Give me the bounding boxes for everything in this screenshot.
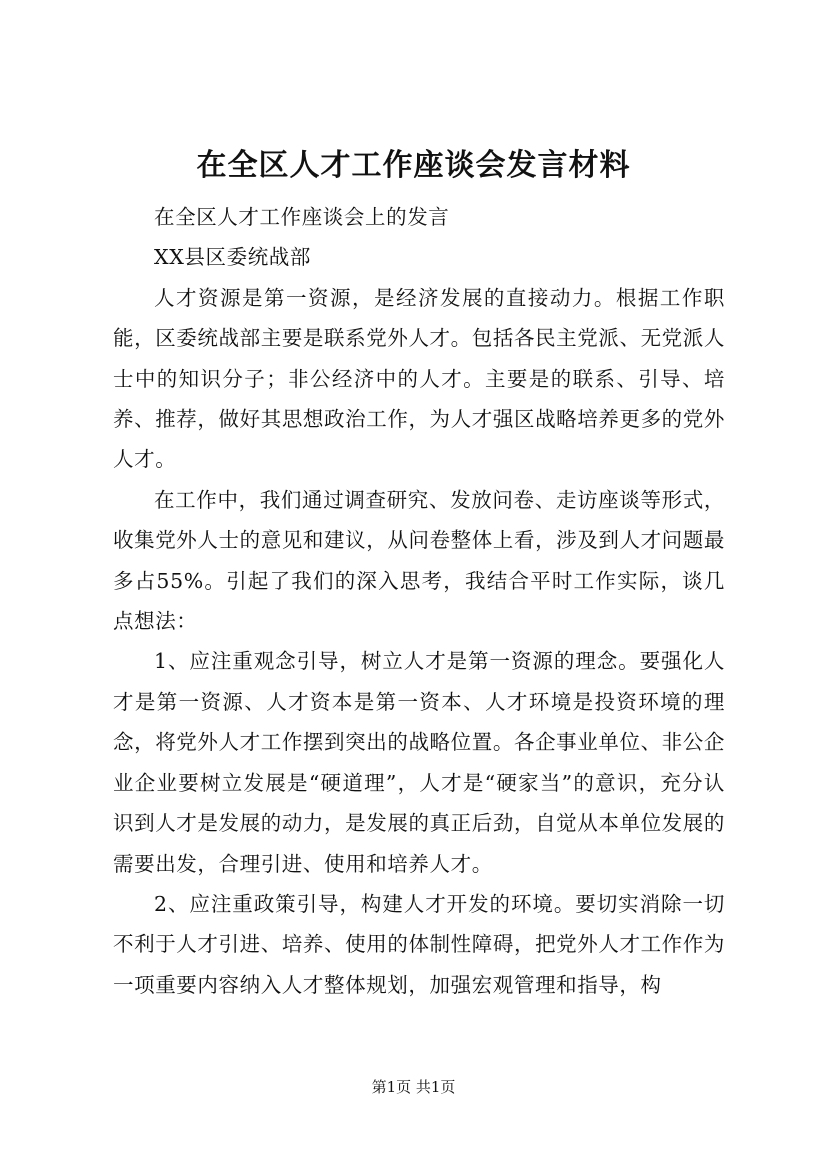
body-paragraph: 1、应注重观念引导，树立人才是第一资源的理念。要强化人才是第一资源、人才资本是第一资本、人才环境是投资环境的理念，将党外人才工作摆到突出的战略位置。各企事业单位、非公企业企业要树立发展是“硬道理”，人才是“硬家当”的意识，充分认识到人才是发展的动力，是发展的真正后劲，自觉从本单位发展的需要出发，合理引进、使用和培养人才。 (113, 649, 725, 876)
body-paragraph: 在工作中，我们通过调查研究、发放问卷、走访座谈等形式，收集党外人士的意见和建议，从问卷整体上看，涉及到人才问题最多占55%。引起了我们的深入思考，我结合平时工作实际，谈几点想法： (113, 487, 725, 634)
body-paragraph: 人才资源是第一资源，是经济发展的直接动力。根据工作职能，区委统战部主要是联系党外人才。包括各民主党派、无党派人士中的知识分子；非公经济中的人才。主要是的联系、引导、培养、推荐，做好其思想政治工作，为人才强区战略培养更多的党外人才。 (113, 285, 725, 472)
document-title: 在全区人才工作座谈会发言材料 (196, 148, 631, 183)
body-paragraph: 2、应注重政策引导，构建人才开发的环境。要切实消除一切不利于人才引进、培养、使用的体制性障碍，把党外人才工作作为一项重要内容纳入人才整体规划，加强宏观管理和指导，构 (113, 891, 725, 997)
page-number-footer: 第1页 共1页 (371, 1078, 456, 1096)
speaker-organization: XX县区委统战部 (154, 245, 311, 270)
speech-subtitle: 在全区人才工作座谈会上的发言 (154, 205, 450, 229)
document-body (113, 197, 725, 1005)
